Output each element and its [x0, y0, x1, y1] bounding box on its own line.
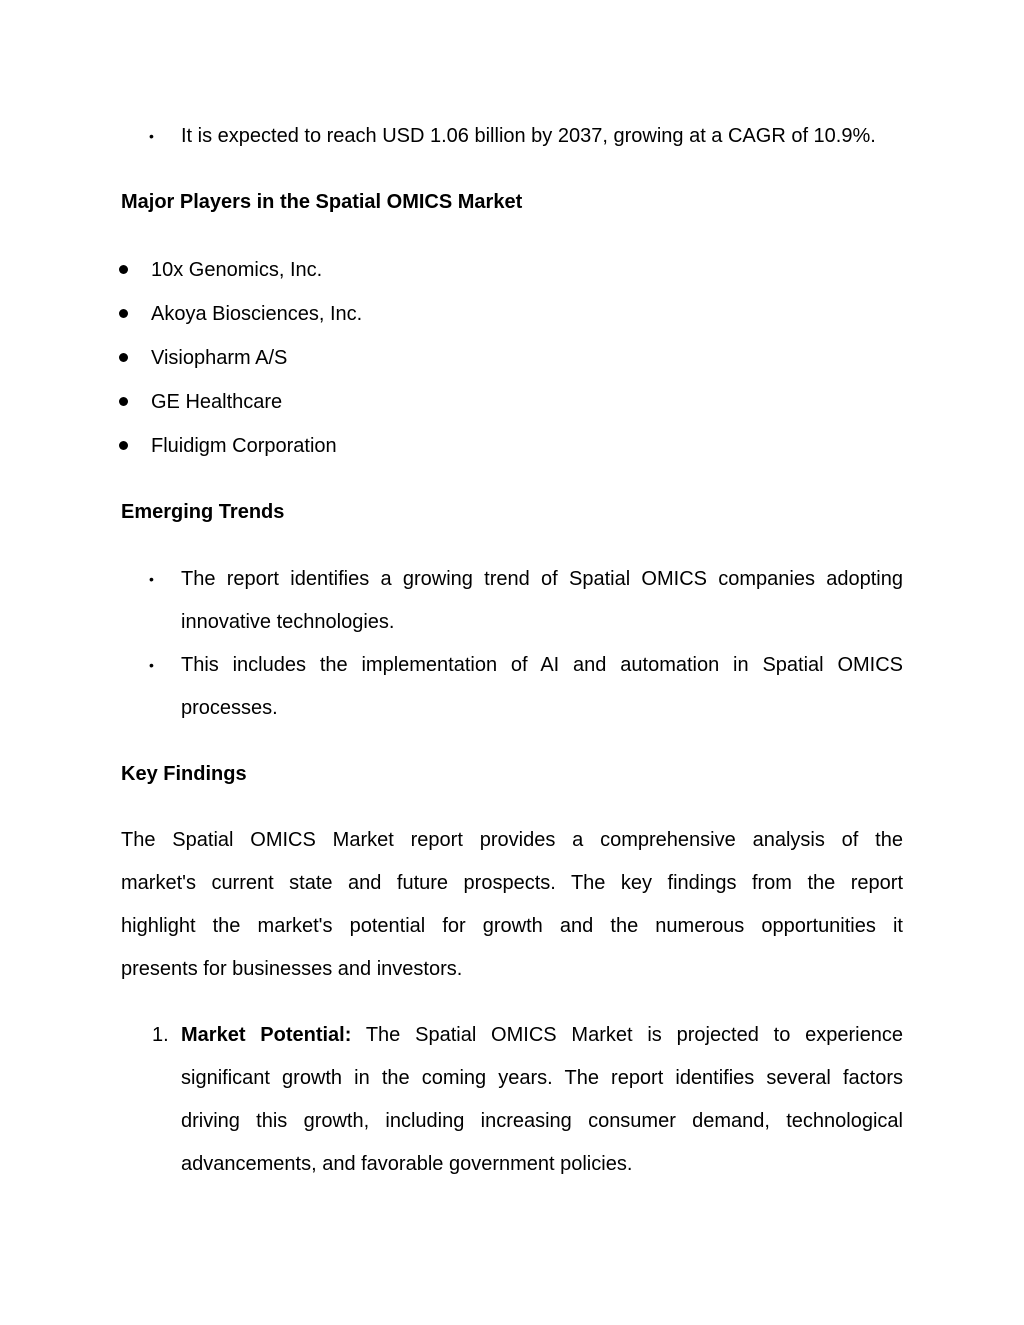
numbered-item-line: significant growth in the coming years. The report identifies several factors [181, 1067, 903, 1089]
player-item: GE Healthcare [151, 391, 283, 413]
numbered-item-number: 1. [152, 1024, 169, 1046]
bullet-marker: • [149, 128, 154, 144]
players-heading: Major Players in the Spatial OMICS Market [121, 191, 523, 213]
trend-item-line: processes. [181, 697, 278, 719]
player-item: 10x Genomics, Inc. [151, 259, 323, 281]
bullet-marker [119, 397, 128, 406]
findings-paragraph-line: presents for businesses and investors. [121, 958, 463, 980]
trend-item-line: This includes the implementation of AI and automation in Spatial OMICS [181, 654, 903, 676]
bullet-marker: • [149, 571, 154, 587]
player-item: Visiopharm A/S [151, 347, 288, 369]
findings-heading: Key Findings [121, 763, 247, 785]
findings-paragraph-line: highlight the market's potential for growth and the numerous opportunities it [121, 915, 903, 937]
bullet-marker [119, 265, 128, 274]
player-item: Fluidigm Corporation [151, 435, 337, 457]
findings-paragraph-line: market's current state and future prospects. The key findings from the report [121, 872, 903, 894]
bullet-marker [119, 441, 128, 450]
player-item: Akoya Biosciences, Inc. [151, 303, 363, 325]
numbered-item-line: driving this growth, including increasing consumer demand, technological [181, 1110, 903, 1132]
intro-bullet-text: It is expected to reach USD 1.06 billion by 2037, growing at a CAGR of 10.9%. [181, 125, 876, 147]
bullet-marker [119, 353, 128, 362]
numbered-item-first-line [181, 1023, 903, 1047]
trend-item-line: The report identifies a growing trend of Spatial OMICS companies adopting [181, 568, 903, 590]
findings-paragraph-line: The Spatial OMICS Market report provides a comprehensive analysis of the [121, 829, 903, 851]
trend-item-line: innovative technologies. [181, 611, 395, 633]
numbered-item-line: advancements, and favorable government policies. [181, 1153, 633, 1175]
numbered-item-label: Market Potential: [181, 1024, 352, 1046]
trends-heading: Emerging Trends [121, 501, 285, 523]
bullet-marker [119, 309, 128, 318]
numbered-item-text: The Spatial OMICS Market is projected to experience [365, 1024, 903, 1046]
bullet-marker: • [149, 657, 154, 673]
